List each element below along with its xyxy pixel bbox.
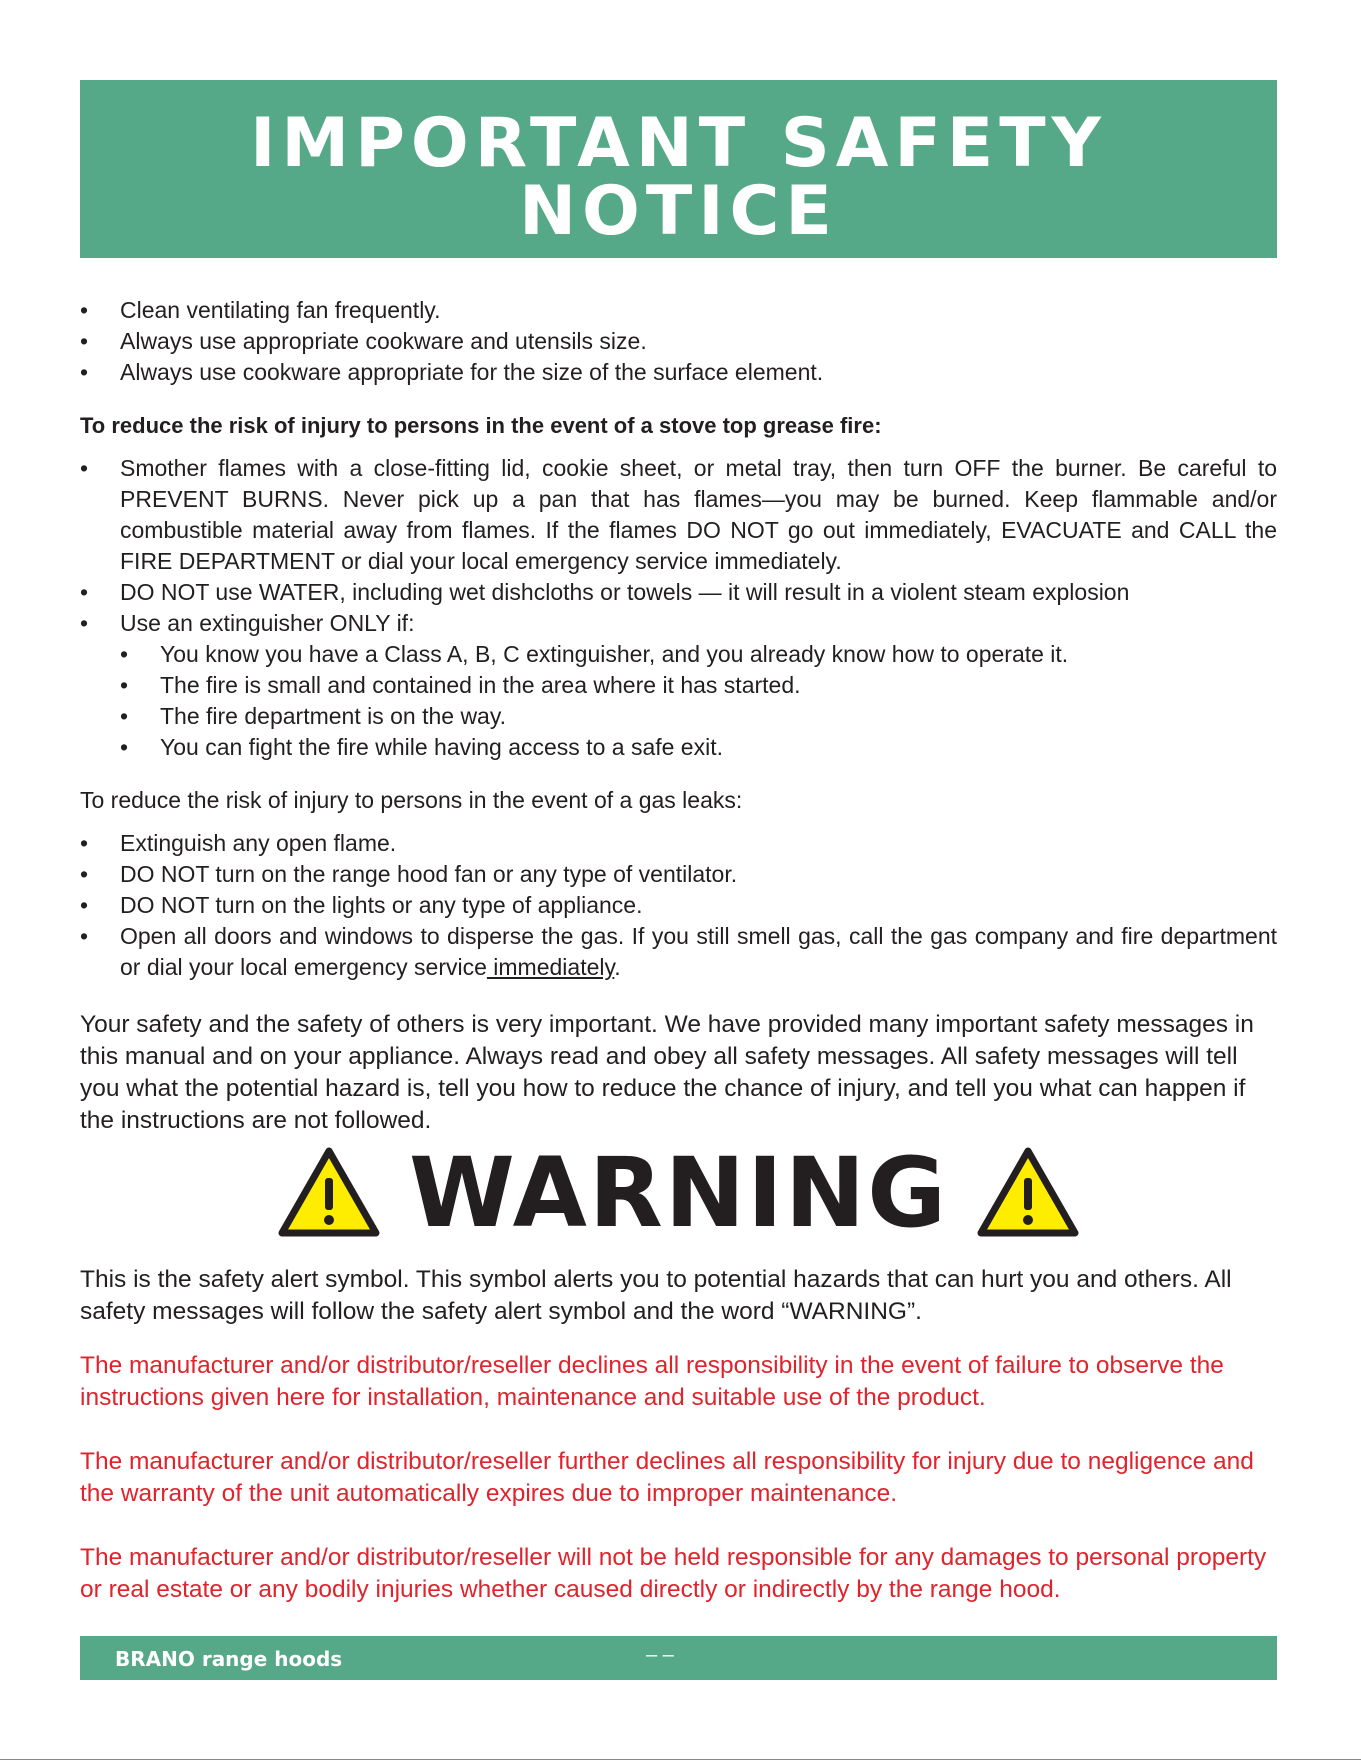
- alert-symbol-paragraph: This is the safety alert symbol. This symbol alerts you to potential hazards that can hurt you and others. All safety messages will follow the safety alert symbol and the word “WARNING”.: [80, 1266, 1232, 1325]
- disclaimer-paragraph: The manufacturer and/or distributor/reseller further declines all responsibility for injury due to negligence and the warranty of the unit automatically expires due to improper maintenance.: [80, 1448, 1254, 1507]
- list-item: • You can fight the fire while having access to a safe exit.: [120, 732, 1277, 763]
- safety-intro-paragraph: Your safety and the safety of others is very important. We have provided many important safety messages in this manual and on your appliance. Always read and obey all safety messages. All safety messages will tell you what the potential hazard is, tell you how to reduce the chance of injury, and tell you what can happen if the instructions are not followed.: [80, 1011, 1254, 1134]
- list-item: • The fire department is on the way.: [120, 701, 1277, 732]
- footer-brand: BRANO range hoods: [115, 1647, 343, 1671]
- main-content: [80, 295, 1277, 1137]
- footer-bar: [80, 1636, 1277, 1680]
- page-title: IMPORTANT SAFETY NOTICE: [250, 104, 1107, 251]
- list-item: • The fire is small and contained in the area where it has started.: [120, 670, 1277, 701]
- page-number: – –: [646, 1644, 674, 1666]
- gas-leak-heading: To reduce the risk of injury to persons in the event of a gas leaks:: [80, 787, 743, 813]
- list-item: • Always use appropriate cookware and utensils size.: [80, 326, 1277, 357]
- list-item: [80, 921, 1277, 983]
- warning-banner: [80, 1137, 1277, 1249]
- list-item: • Always use cookware appropriate for the size of the surface element.: [80, 357, 1277, 388]
- gas-leak-list: [80, 828, 1277, 983]
- list-item: • DO NOT turn on the range hood fan or any type of ventilator.: [80, 859, 1277, 890]
- list-item: • Clean ventilating fan frequently.: [80, 295, 1277, 326]
- list-item-label: Use an extinguisher ONLY if:: [120, 610, 415, 636]
- warning-triangle-icon: [976, 1146, 1080, 1240]
- gas-leak-last-suffix: .: [614, 954, 621, 980]
- header-banner: [80, 80, 1277, 258]
- immediately-emphasis: immediately: [486, 954, 615, 980]
- grease-fire-heading: To reduce the risk of injury to persons in the event of a stove top grease fire:: [80, 413, 882, 438]
- list-item: [80, 608, 1277, 763]
- warning-word: WARNING: [409, 1137, 948, 1249]
- gas-leak-last-text: Open all doors and windows to disperse the gas. If you still smell gas, call the gas company and fire department or dial your local emergency service: [120, 923, 1277, 980]
- warning-details: [80, 1264, 1277, 1606]
- bottom-divider: [0, 1759, 1361, 1760]
- warning-triangle-icon: [277, 1146, 381, 1240]
- list-item: • You know you have a Class A, B, C extinguisher, and you already know how to operate it.: [120, 639, 1277, 670]
- extinguisher-conditions-list: [120, 639, 1277, 763]
- list-item: • Extinguish any open flame.: [80, 828, 1277, 859]
- general-tips-list: [80, 295, 1277, 388]
- disclaimer-paragraph: The manufacturer and/or distributor/reseller will not be held responsible for any damages to personal property or real estate or any bodily injuries whether caused directly or indirectly by the range hood.: [80, 1544, 1267, 1603]
- list-item: • DO NOT use WATER, including wet dishcloths or towels — it will result in a violent steam explosion: [80, 577, 1277, 608]
- list-item: • DO NOT turn on the lights or any type of appliance.: [80, 890, 1277, 921]
- disclaimer-paragraph: The manufacturer and/or distributor/reseller declines all responsibility in the event of failure to observe the instructions given here for installation, maintenance and suitable use of the product.: [80, 1352, 1224, 1411]
- list-item: • Smother flames with a close-fitting lid, cookie sheet, or metal tray, then turn OFF the burner. Be careful to PREVENT BURNS. Never pick up a pan that has flames—you may be burned. Keep flammable and/or combustible material away from flames. If the flames DO NOT go out immediately, EVACUATE and CALL the FIRE DEPARTMENT or dial your local emergency service immediately.: [80, 453, 1277, 577]
- grease-fire-list: [80, 453, 1277, 763]
